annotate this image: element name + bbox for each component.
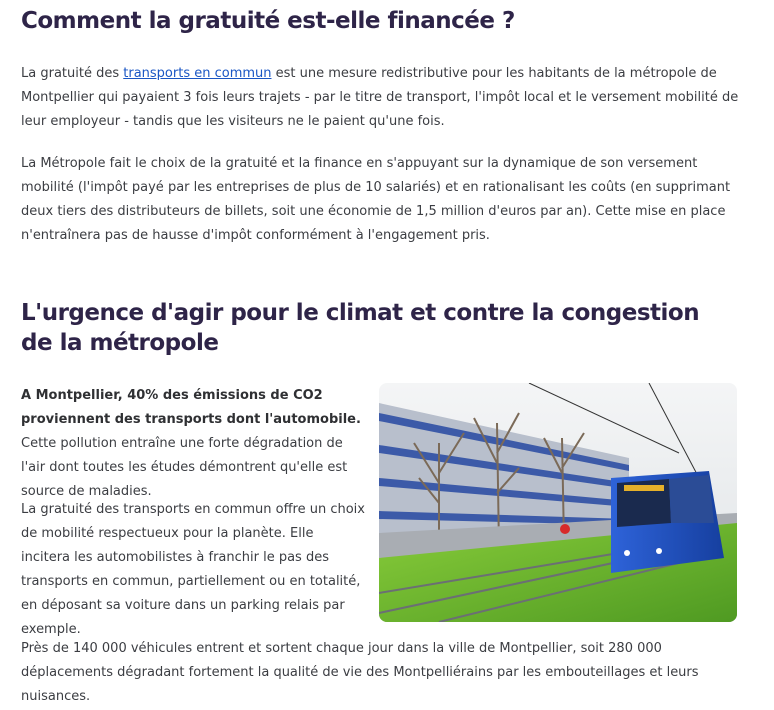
text: Cette pollution entraîne une forte dégradation de l'air dont toutes les études démontrent qu'elle est source de maladies. [21,436,348,499]
tram-photo [379,383,737,622]
paragraph-emissions [21,384,366,504]
paragraph-financing-intro [21,62,741,134]
section-title-climate: L'urgence d'agir pour le climat et contre la congestion de la métropole [21,300,700,356]
transports-en-commun-link[interactable]: transports en commun [123,66,272,81]
paragraph-traffic: Près de 140 000 véhicules entrent et sortent chaque jour dans la ville de Montpellier, soit 280 000 déplacements dégradant fortement la qualité de vie des Montpelliérains par les embouteillages et leurs nuisances. [21,641,699,704]
emissions-highlight: A Montpellier, 40% des émissions de CO2 proviennent des transports dont l'automobile. [21,388,361,427]
section-title-financing: Comment la gratuité est-elle financée ? [21,8,515,34]
text: La gratuité des [21,66,124,81]
text: est une mesure redistributive pour les habitants de la métropole de Montpellier qui payaient 3 fois leurs trajets - par le titre de transport, l'impôt local et le versement mobilité de leur employeur - tandis que les visiteurs ne le paient qu'une fois. [21,66,739,129]
paragraph-financing-detail: La Métropole fait le choix de la gratuité et la finance en s'appuyant sur la dynamique de son versement mobilité (l'impôt payé par les entreprises de plus de 10 salariés) et en rationalisant les coûts (en supprimant deux tiers des distributeurs de billets, soit une économie de 1,5 million d'euros par an). Cette mise en place n'entraînera pas de hausse d'impôt conformément à l'engagement pris. [21,156,731,243]
paragraph-mobility-choice: La gratuité des transports en commun offre un choix de mobilité respectueux pour la planète. Elle incitera les automobilistes à franchir le pas des transports en commun, partiellement ou en totalité, en déposant sa voiture dans un parking relais par exemple. [21,502,365,637]
